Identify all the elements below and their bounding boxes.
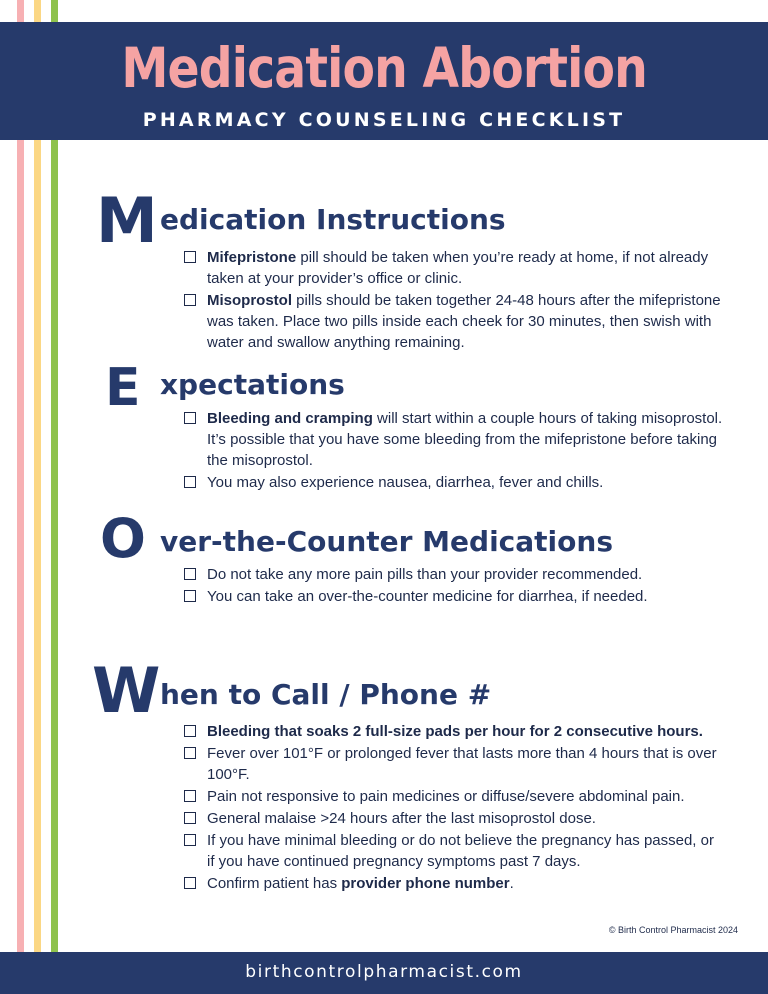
item-text: General malaise >24 hours after the last misoprostol dose. <box>207 810 596 827</box>
checklist-item <box>184 808 724 829</box>
checkbox[interactable] <box>184 412 196 424</box>
section-initial: W <box>92 654 161 727</box>
checklist-item <box>184 586 724 607</box>
item-text: If you have minimal bleeding or do not believe the pregnancy has passed, or if you have continued pregnancy symptoms past 7 days. <box>207 832 714 870</box>
checkbox[interactable] <box>184 725 196 737</box>
checklist-item <box>184 247 724 289</box>
item-text: . <box>509 875 514 892</box>
page-subtitle: PHARMACY COUNSELING CHECKLIST <box>142 109 626 131</box>
section-initial: O <box>100 507 146 570</box>
checklist-item <box>184 472 724 493</box>
item-text: will start within a couple hours of taking misoprostol. It’s possible that you have some bleeding from the mifepristone before taking the misoprostol. <box>207 410 723 469</box>
item-bold-text: Misoprostol <box>207 292 292 309</box>
section-heading: xpectations <box>160 368 345 401</box>
item-text: Do not take any more pain pills than your provider recommended. <box>207 566 643 583</box>
checkbox[interactable] <box>184 294 196 306</box>
item-text: Confirm patient has <box>207 875 342 892</box>
checklist-item <box>184 721 724 742</box>
checklist-item <box>184 873 724 894</box>
checklist-item <box>184 743 724 785</box>
checklist-item <box>184 830 724 872</box>
item-bold-text: Bleeding that soaks 2 full-size pads per hour for 2 consecutive hours. <box>207 723 703 740</box>
checklist-item <box>184 408 724 471</box>
checkbox[interactable] <box>184 590 196 602</box>
item-bold-text: provider phone number <box>341 875 510 892</box>
checklist <box>184 721 724 895</box>
checkbox[interactable] <box>184 834 196 846</box>
checklist-item <box>184 290 724 353</box>
footer-banner <box>0 952 768 994</box>
section-heading: hen to Call / Phone # <box>160 678 492 711</box>
section-initial: M <box>96 184 158 257</box>
section-initial: E <box>105 358 141 418</box>
section-heading: ver-the-Counter Medications <box>160 525 613 558</box>
yellow-stripe <box>34 0 41 952</box>
checkbox[interactable] <box>184 790 196 802</box>
checklist <box>184 247 724 354</box>
checklist-item <box>184 564 724 585</box>
checkbox[interactable] <box>184 812 196 824</box>
checkbox[interactable] <box>184 476 196 488</box>
item-text: pill should be taken when you’re ready at home, if not already taken at your provider’s office or clinic. <box>207 249 709 287</box>
checklist <box>184 408 724 494</box>
item-bold-text: Bleeding and cramping <box>207 410 373 427</box>
item-bold-text: Mifepristone <box>207 249 297 266</box>
copyright-notice: © Birth Control Pharmacist 2024 <box>608 925 738 935</box>
item-text: Pain not responsive to pain medicines or diffuse/severe abdominal pain. <box>207 788 685 805</box>
pink-stripe <box>17 0 24 952</box>
item-text: Fever over 101°F or prolonged fever that lasts more than 4 hours that is over 100°F. <box>207 745 717 783</box>
item-text: pills should be taken together 24-48 hours after the mifepristone was taken. Place two pills inside each cheek for 30 minutes, then swish with water and swallow anything remaining. <box>207 292 721 351</box>
checklist <box>184 564 724 608</box>
checkbox[interactable] <box>184 568 196 580</box>
checkbox[interactable] <box>184 251 196 263</box>
item-text: You may also experience nausea, diarrhea, fever and chills. <box>207 474 604 491</box>
item-text: You can take an over-the-counter medicine for diarrhea, if needed. <box>207 588 648 605</box>
checkbox[interactable] <box>184 747 196 759</box>
green-stripe <box>51 0 58 952</box>
checkbox[interactable] <box>184 877 196 889</box>
footer-url[interactable]: birthcontrolpharmacist.com <box>245 962 523 982</box>
section-heading: edication Instructions <box>160 203 506 236</box>
page-title: Medication Abortion <box>121 36 647 100</box>
checklist-item <box>184 786 724 807</box>
